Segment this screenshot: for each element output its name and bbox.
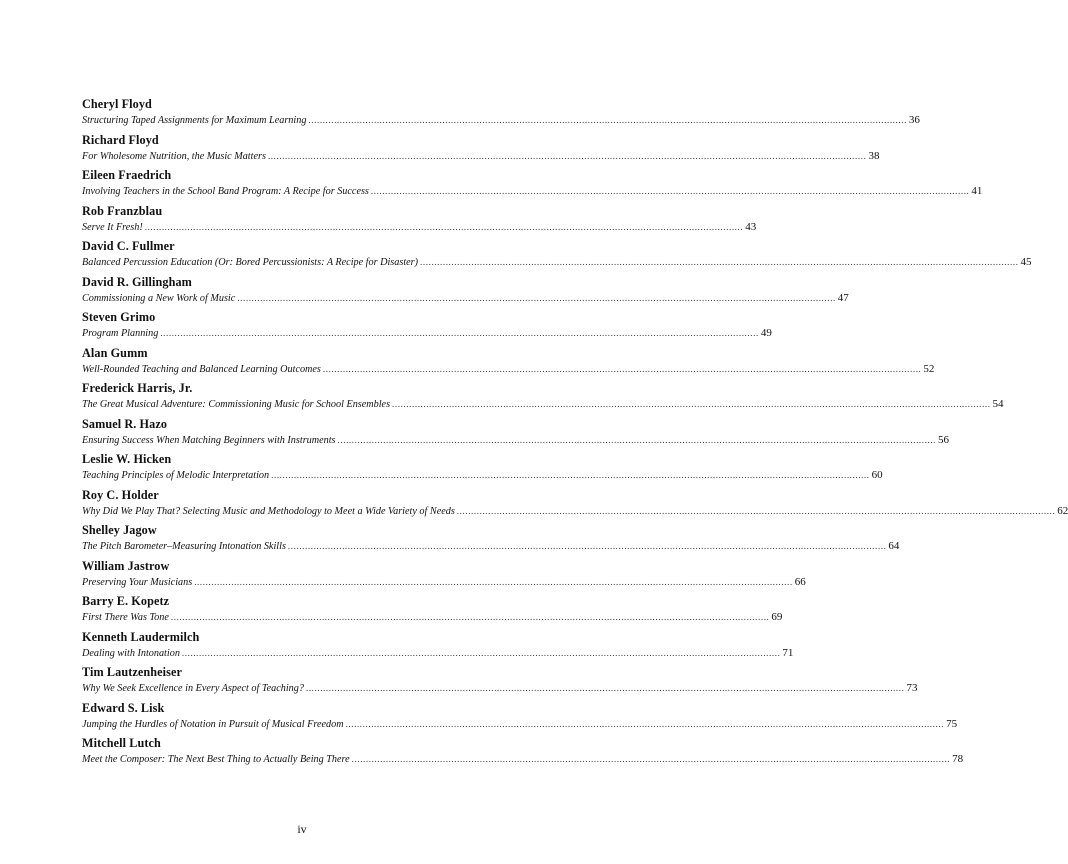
toc-page-number: 66 <box>794 575 806 588</box>
toc-article-title: Well-Rounded Teaching and Balanced Learning Outcomes <box>82 363 321 375</box>
toc-article-title: Balanced Percussion Education (Or: Bored Percussionists: A Recipe for Disaster) <box>82 257 419 268</box>
dot-leader <box>371 183 970 199</box>
toc-author: Richard Floyd <box>82 132 159 147</box>
toc-title-row <box>82 361 935 378</box>
toc-page-number: 49 <box>760 327 772 339</box>
toc-page-number: 73 <box>906 682 918 694</box>
page-number-folio: iv <box>297 822 307 836</box>
toc-page-number: 64 <box>888 540 900 552</box>
toc-author: Roy C. Holder <box>82 487 159 502</box>
dot-leader <box>308 112 907 128</box>
toc-article-title: The Great Musical Adventure: Commissioning Music for School Ensembles <box>82 399 391 410</box>
toc-author: David R. Gillingham <box>82 274 192 289</box>
toc-article-title: The Pitch Barometer–Measuring Intonation Skills <box>82 541 286 552</box>
toc-article-title: Jumping the Hurdles of Notation in Pursuit of Musical Freedom <box>82 718 344 730</box>
toc-entry <box>82 132 880 169</box>
toc-article-title: Why Did We Play That? Selecting Music and Methodology to Meet a Wide Variety of Needs <box>82 505 455 517</box>
toc-author: Leslie W. Hicken <box>82 452 172 466</box>
toc-article-title: Why We Seek Excellence in Every Aspect of Teaching? <box>82 683 304 694</box>
toc-page-number: 45 <box>1020 256 1032 268</box>
dot-leader <box>271 467 870 483</box>
dot-leader <box>420 254 1019 270</box>
dot-leader <box>288 538 887 554</box>
toc-article-title: Preserving Your Musicians <box>82 576 193 588</box>
toc-author: Edward S. Lisk <box>82 700 165 715</box>
toc-title-row <box>82 467 883 484</box>
toc-entry <box>82 487 1068 524</box>
dot-leader <box>392 396 991 412</box>
toc-entry <box>82 736 964 772</box>
toc-author: Samuel R. Hazo <box>82 416 168 431</box>
toc-page-number: 36 <box>908 114 920 126</box>
dot-leader <box>306 680 905 696</box>
dot-leader <box>182 645 781 661</box>
toc-entry <box>82 345 935 382</box>
toc-page-number: 56 <box>938 433 950 446</box>
toc-title-row <box>82 254 1032 271</box>
toc-entry <box>82 523 900 559</box>
toc-title-row <box>82 112 920 129</box>
toc-page-number: 60 <box>871 469 883 481</box>
toc-author: Alan Gumm <box>82 345 148 360</box>
toc-article-title: First There Was Tone <box>82 612 169 623</box>
toc-title-row <box>82 716 958 733</box>
toc-article-title: Meet the Composer: The Next Best Thing to Actually Being There <box>82 754 350 765</box>
toc-article-title: Structuring Taped Assignments for Maximum Learning <box>82 115 307 126</box>
dot-leader <box>457 503 1056 519</box>
toc-article-title: Teaching Principles of Melodic Interpretation <box>82 470 270 481</box>
toc-page-number: 43 <box>745 220 757 233</box>
toc-title-row <box>82 680 918 697</box>
toc-entry <box>82 381 1004 417</box>
toc-author: Frederick Harris, Jr. <box>82 381 193 395</box>
toc-title-row <box>82 609 783 626</box>
toc-page-number: 78 <box>952 753 964 765</box>
toc-page-number: 71 <box>782 646 794 659</box>
toc-title-row <box>82 396 1004 413</box>
toc-page-number: 47 <box>837 291 849 304</box>
dot-leader <box>323 361 922 377</box>
toc-author: Steven Grimo <box>82 310 156 324</box>
toc-article-title: Serve It Fresh! <box>82 221 143 233</box>
toc-title-row <box>82 574 806 591</box>
toc-author: Rob Franzblau <box>82 203 163 218</box>
toc-author: Shelley Jagow <box>82 523 157 537</box>
toc-article-title: Dealing with Intonation <box>82 647 180 659</box>
toc-title-row <box>82 290 849 307</box>
toc-title-row <box>82 538 900 555</box>
toc-author: Mitchell Lutch <box>82 736 161 750</box>
toc-title-row <box>82 645 794 662</box>
toc-author: Kenneth Laudermilch <box>82 629 200 644</box>
toc-article-title: Ensuring Success When Matching Beginners with Instruments <box>82 434 336 446</box>
toc-title-row <box>82 325 772 342</box>
toc-entry <box>82 310 772 346</box>
table-of-contents <box>82 97 1068 772</box>
toc-article-title: For Wholesome Nutrition, the Music Matters <box>82 150 266 162</box>
dot-leader <box>145 219 744 235</box>
toc-page-number: 69 <box>771 611 783 623</box>
dot-leader <box>346 716 945 732</box>
toc-entry <box>82 665 918 701</box>
dot-leader <box>268 148 867 164</box>
toc-author: Barry E. Kopetz <box>82 594 170 608</box>
toc-entry <box>82 203 757 240</box>
toc-title-row <box>82 183 983 200</box>
toc-article-title: Program Planning <box>82 328 159 339</box>
dot-leader <box>160 325 759 341</box>
dot-leader <box>352 751 951 767</box>
toc-entry <box>82 558 806 595</box>
toc-entry <box>82 700 958 737</box>
toc-title-row <box>82 219 757 236</box>
toc-page-number: 38 <box>868 149 880 162</box>
toc-title-row <box>82 432 950 449</box>
dot-leader <box>171 609 770 625</box>
toc-title-row <box>82 751 964 768</box>
toc-author: Eileen Fraedrich <box>82 168 172 182</box>
toc-page-number: 62 <box>1057 504 1068 517</box>
toc-page-number: 75 <box>946 717 958 730</box>
dot-leader <box>237 290 836 306</box>
toc-title-row <box>82 503 1068 520</box>
toc-title-row <box>82 148 880 165</box>
toc-page-number: 41 <box>971 185 983 197</box>
toc-entry <box>82 239 1032 275</box>
toc-page-number: 54 <box>992 398 1004 410</box>
toc-author: Tim Lautzenheiser <box>82 665 182 679</box>
toc-entry <box>82 274 849 311</box>
toc-author: Cheryl Floyd <box>82 97 152 111</box>
toc-author: William Jastrow <box>82 558 170 573</box>
toc-entry <box>82 594 783 630</box>
toc-article-title: Involving Teachers in the School Band Program: A Recipe for Success <box>82 186 369 197</box>
toc-entry <box>82 416 950 453</box>
toc-author: David C. Fullmer <box>82 239 175 253</box>
toc-article-title: Commissioning a New Work of Music <box>82 292 236 304</box>
dot-leader <box>194 574 793 590</box>
toc-page-number: 52 <box>923 362 935 375</box>
toc-entry <box>82 452 883 488</box>
dot-leader <box>338 432 937 448</box>
toc-entry <box>82 168 983 204</box>
toc-entry <box>82 629 794 666</box>
toc-entry <box>82 97 920 133</box>
